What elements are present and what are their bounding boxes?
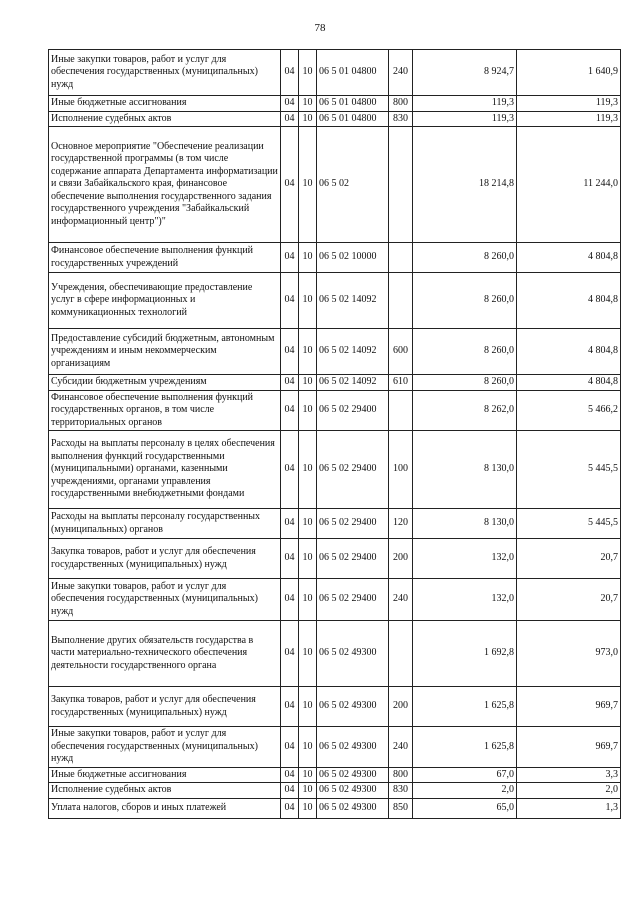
- table-row: [49, 111, 621, 127]
- table-row: [49, 727, 621, 768]
- target-article-cell: 06 5 02 10000: [317, 243, 389, 273]
- expense-type-cell: 200: [389, 687, 413, 727]
- section-code-cell: 04: [281, 783, 299, 799]
- expense-name-cell: Иные бюджетные ассигнования: [49, 96, 281, 112]
- amount-planned-cell: 8 260,0: [413, 243, 517, 273]
- amount-planned-cell: 119,3: [413, 111, 517, 127]
- expense-name-cell: Иные закупки товаров, работ и услуг для обеспечения государственных (муниципальных) нужд: [49, 50, 281, 96]
- expense-type-cell: 800: [389, 767, 413, 783]
- subsection-code-cell: 10: [299, 687, 317, 727]
- subsection-code-cell: 10: [299, 539, 317, 579]
- table-row: [49, 243, 621, 273]
- target-article-cell: 06 5 02 29400: [317, 509, 389, 539]
- subsection-code-cell: 10: [299, 798, 317, 818]
- amount-planned-cell: 132,0: [413, 539, 517, 579]
- amount-executed-cell: 2,0: [517, 783, 621, 799]
- target-article-cell: 06 5 02 14092: [317, 375, 389, 391]
- subsection-code-cell: 10: [299, 621, 317, 687]
- amount-executed-cell: 5 445,5: [517, 431, 621, 509]
- expense-type-cell: 610: [389, 375, 413, 391]
- table-row: [49, 375, 621, 391]
- section-code-cell: 04: [281, 273, 299, 329]
- expense-name-cell: Закупка товаров, работ и услуг для обеспечения государственных (муниципальных) нужд: [49, 687, 281, 727]
- expense-type-cell: 850: [389, 798, 413, 818]
- table-row: [49, 621, 621, 687]
- target-article-cell: 06 5 02 29400: [317, 431, 389, 509]
- section-code-cell: 04: [281, 127, 299, 243]
- budget-table: [48, 49, 621, 819]
- subsection-code-cell: 10: [299, 375, 317, 391]
- expense-type-cell: 800: [389, 96, 413, 112]
- target-article-cell: 06 5 02 49300: [317, 783, 389, 799]
- amount-executed-cell: 1,3: [517, 798, 621, 818]
- subsection-code-cell: 10: [299, 727, 317, 768]
- section-code-cell: 04: [281, 687, 299, 727]
- amount-planned-cell: 119,3: [413, 96, 517, 112]
- section-code-cell: 04: [281, 431, 299, 509]
- amount-executed-cell: 11 244,0: [517, 127, 621, 243]
- expense-name-cell: Расходы на выплаты персоналу в целях обеспечения выполнения функций государственными (муниципальными) органами, казенными учреждениями, органами управления государственными внебюджетными фондами: [49, 431, 281, 509]
- expense-type-cell: 240: [389, 50, 413, 96]
- target-article-cell: 06 5 02 49300: [317, 687, 389, 727]
- expense-type-cell: 600: [389, 329, 413, 375]
- expense-name-cell: Учреждения, обеспечивающие предоставление услуг в сфере информационных и коммуникационных технологий: [49, 273, 281, 329]
- section-code-cell: 04: [281, 727, 299, 768]
- amount-executed-cell: 4 804,8: [517, 329, 621, 375]
- expense-name-cell: Уплата налогов, сборов и иных платежей: [49, 798, 281, 818]
- table-row: [49, 50, 621, 96]
- expense-type-cell: [389, 273, 413, 329]
- expense-type-cell: 120: [389, 509, 413, 539]
- table-row: [49, 509, 621, 539]
- section-code-cell: 04: [281, 579, 299, 621]
- section-code-cell: 04: [281, 329, 299, 375]
- amount-planned-cell: 8 130,0: [413, 509, 517, 539]
- subsection-code-cell: 10: [299, 96, 317, 112]
- amount-executed-cell: 4 804,8: [517, 375, 621, 391]
- table-row: [49, 579, 621, 621]
- section-code-cell: 04: [281, 375, 299, 391]
- section-code-cell: 04: [281, 50, 299, 96]
- subsection-code-cell: 10: [299, 431, 317, 509]
- amount-executed-cell: 969,7: [517, 727, 621, 768]
- amount-planned-cell: 1 692,8: [413, 621, 517, 687]
- amount-executed-cell: 5 445,5: [517, 509, 621, 539]
- expense-type-cell: 240: [389, 727, 413, 768]
- expense-name-cell: Иные закупки товаров, работ и услуг для обеспечения государственных (муниципальных) нужд: [49, 579, 281, 621]
- section-code-cell: 04: [281, 767, 299, 783]
- amount-executed-cell: 20,7: [517, 579, 621, 621]
- table-row: [49, 96, 621, 112]
- expense-name-cell: Выполнение других обязательств государства в части материально-технического обеспечения деятельности государственного органа: [49, 621, 281, 687]
- subsection-code-cell: 10: [299, 273, 317, 329]
- amount-planned-cell: 8 130,0: [413, 431, 517, 509]
- section-code-cell: 04: [281, 509, 299, 539]
- target-article-cell: 06 5 02 14092: [317, 329, 389, 375]
- expense-type-cell: 240: [389, 579, 413, 621]
- table-row: [49, 798, 621, 818]
- amount-planned-cell: 18 214,8: [413, 127, 517, 243]
- amount-planned-cell: 132,0: [413, 579, 517, 621]
- amount-executed-cell: 5 466,2: [517, 390, 621, 431]
- amount-planned-cell: 2,0: [413, 783, 517, 799]
- amount-executed-cell: 4 804,8: [517, 273, 621, 329]
- subsection-code-cell: 10: [299, 127, 317, 243]
- subsection-code-cell: 10: [299, 767, 317, 783]
- amount-planned-cell: 8 262,0: [413, 390, 517, 431]
- expense-type-cell: [389, 621, 413, 687]
- target-article-cell: 06 5 01 04800: [317, 50, 389, 96]
- target-article-cell: 06 5 02: [317, 127, 389, 243]
- expense-name-cell: Основное мероприятие "Обеспечение реализации государственной программы (в том числе содержание аппарата Департамента информатизации и связи Забайкальского края, финансовое обеспечение выполнения государственного задания государственного учреждения "Забайкальский информационный центр")": [49, 127, 281, 243]
- amount-planned-cell: 8 260,0: [413, 375, 517, 391]
- amount-executed-cell: 119,3: [517, 96, 621, 112]
- expense-type-cell: 830: [389, 111, 413, 127]
- amount-planned-cell: 1 625,8: [413, 687, 517, 727]
- amount-executed-cell: 1 640,9: [517, 50, 621, 96]
- table-row: [49, 329, 621, 375]
- section-code-cell: 04: [281, 111, 299, 127]
- expense-name-cell: Исполнение судебных актов: [49, 111, 281, 127]
- target-article-cell: 06 5 02 49300: [317, 621, 389, 687]
- section-code-cell: 04: [281, 96, 299, 112]
- amount-executed-cell: 119,3: [517, 111, 621, 127]
- amount-executed-cell: 973,0: [517, 621, 621, 687]
- amount-executed-cell: 969,7: [517, 687, 621, 727]
- section-code-cell: 04: [281, 798, 299, 818]
- target-article-cell: 06 5 02 29400: [317, 539, 389, 579]
- target-article-cell: 06 5 01 04800: [317, 111, 389, 127]
- target-article-cell: 06 5 02 29400: [317, 579, 389, 621]
- expense-name-cell: Субсидии бюджетным учреждениям: [49, 375, 281, 391]
- amount-executed-cell: 4 804,8: [517, 243, 621, 273]
- amount-planned-cell: 1 625,8: [413, 727, 517, 768]
- subsection-code-cell: 10: [299, 509, 317, 539]
- section-code-cell: 04: [281, 243, 299, 273]
- subsection-code-cell: 10: [299, 243, 317, 273]
- subsection-code-cell: 10: [299, 783, 317, 799]
- table-row: [49, 539, 621, 579]
- expense-name-cell: Предоставление субсидий бюджетным, автономным учреждениям и иным некоммерческим организациям: [49, 329, 281, 375]
- expense-type-cell: [389, 127, 413, 243]
- amount-executed-cell: 3,3: [517, 767, 621, 783]
- section-code-cell: 04: [281, 539, 299, 579]
- expense-name-cell: Финансовое обеспечение выполнения функций государственных органов, в том числе территориальных органов: [49, 390, 281, 431]
- expense-name-cell: Иные бюджетные ассигнования: [49, 767, 281, 783]
- table-row: [49, 687, 621, 727]
- subsection-code-cell: 10: [299, 579, 317, 621]
- expense-name-cell: Закупка товаров, работ и услуг для обеспечения государственных (муниципальных) нужд: [49, 539, 281, 579]
- table-row: [49, 127, 621, 243]
- section-code-cell: 04: [281, 390, 299, 431]
- amount-planned-cell: 65,0: [413, 798, 517, 818]
- table-row: [49, 783, 621, 799]
- expense-name-cell: Иные закупки товаров, работ и услуг для обеспечения государственных (муниципальных) нужд: [49, 727, 281, 768]
- subsection-code-cell: 10: [299, 50, 317, 96]
- expense-name-cell: Расходы на выплаты персоналу государственных (муниципальных) органов: [49, 509, 281, 539]
- amount-planned-cell: 8 260,0: [413, 329, 517, 375]
- amount-planned-cell: 67,0: [413, 767, 517, 783]
- target-article-cell: 06 5 02 29400: [317, 390, 389, 431]
- expense-type-cell: 830: [389, 783, 413, 799]
- expense-type-cell: 200: [389, 539, 413, 579]
- expense-name-cell: Финансовое обеспечение выполнения функций государственных учреждений: [49, 243, 281, 273]
- expense-type-cell: [389, 390, 413, 431]
- subsection-code-cell: 10: [299, 111, 317, 127]
- subsection-code-cell: 10: [299, 390, 317, 431]
- table-row: [49, 767, 621, 783]
- amount-executed-cell: 20,7: [517, 539, 621, 579]
- table-row: [49, 390, 621, 431]
- page-number: 78: [314, 22, 326, 34]
- expense-type-cell: [389, 243, 413, 273]
- subsection-code-cell: 10: [299, 329, 317, 375]
- target-article-cell: 06 5 02 49300: [317, 767, 389, 783]
- amount-planned-cell: 8 260,0: [413, 273, 517, 329]
- amount-planned-cell: 8 924,7: [413, 50, 517, 96]
- target-article-cell: 06 5 02 49300: [317, 798, 389, 818]
- target-article-cell: 06 5 01 04800: [317, 96, 389, 112]
- section-code-cell: 04: [281, 621, 299, 687]
- target-article-cell: 06 5 02 14092: [317, 273, 389, 329]
- target-article-cell: 06 5 02 49300: [317, 727, 389, 768]
- table-row: [49, 273, 621, 329]
- expense-name-cell: Исполнение судебных актов: [49, 783, 281, 799]
- table-row: [49, 431, 621, 509]
- expense-type-cell: 100: [389, 431, 413, 509]
